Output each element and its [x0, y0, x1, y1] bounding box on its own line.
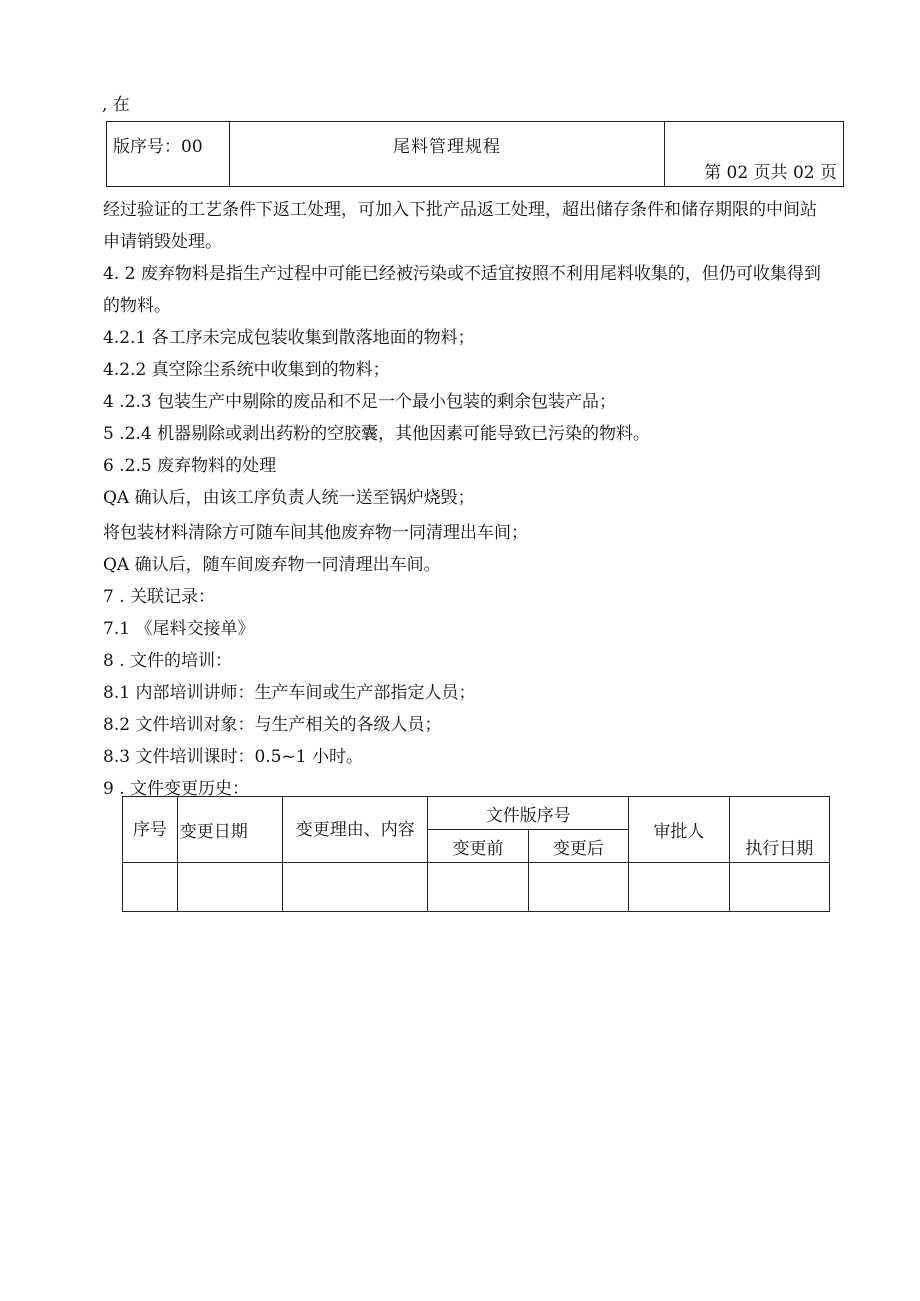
table-cell: [629, 863, 729, 912]
body-line-7-1: 7.1 《尾料交接单》: [103, 619, 255, 639]
body-line-packaging: 将包装材料清除方可随车间其他废弃物一同清理出车间；: [103, 523, 528, 543]
col-header-reason: 变更理由、内容: [283, 797, 428, 863]
col-header-exec-date: 执行日期: [729, 797, 829, 863]
body-line-continuation: 经过验证的工艺条件下返工处理，可加入下批产品返工处理，超出储存条件和储存期限的中间站申请销毁处理。: [103, 200, 817, 252]
document-header-table: [106, 121, 844, 187]
table-cell: [283, 863, 428, 912]
body-line-4-2-3: 4 .2.3 包装生产中剔除的废品和不足一个最小包装的剩余包装产品；: [103, 392, 617, 412]
col-header-approver: 审批人: [629, 797, 729, 863]
body-line-qa-burn: QA 确认后，由该工序负责人统一送至锅炉烧毁；: [103, 488, 475, 508]
body-line-4-2-2: 4.2.2 真空除尘系统中收集到的物料；: [103, 360, 390, 380]
pre-header-text: , 在: [102, 95, 130, 115]
body-line-8-3: 8.3 文件培训课时：0.5~1 小时。: [103, 747, 363, 767]
body-line-8-2: 8.2 文件培训对象：与生产相关的各级人员；: [103, 715, 442, 735]
table-cell: [528, 863, 628, 912]
section-7-heading: 7 . 关联记录：: [103, 587, 216, 607]
body-line-4-2-4: 5 .2.4 机器剔除或剥出药粉的空胶囊，其他因素可能导致已污染的物料。: [103, 424, 651, 444]
document-body: [103, 194, 833, 805]
table-cell: [428, 863, 528, 912]
body-line-4-2-1: 4.2.1 各工序未完成包装收集到散落地面的物料；: [103, 328, 475, 348]
table-row: [123, 863, 830, 912]
col-header-date: 变更日期: [177, 797, 282, 863]
body-line-qa-clear: QA 确认后，随车间废弃物一同清理出车间。: [103, 555, 441, 575]
header-title: 尾料管理规程: [230, 122, 665, 187]
section-8-heading: 8 . 文件的培训：: [103, 651, 233, 671]
table-cell: [123, 863, 178, 912]
col-header-after: 变更后: [528, 830, 628, 863]
table-cell: [177, 863, 282, 912]
header-page-number: 第 02 页共 02 页: [665, 122, 844, 187]
body-line-8-1: 8.1 内部培训讲师：生产车间或生产部指定人员；: [103, 683, 476, 703]
change-history-table: [122, 796, 830, 912]
body-line-4-2-5: 6 .2.5 废弃物料的处理: [103, 456, 277, 476]
body-line-4-2: 4. 2 废弃物料是指生产过程中可能已经被污染或不适宜按照不利用尾料收集的，但仍可收集得到的物料。: [103, 264, 821, 316]
col-header-version: 文件版序号: [428, 797, 629, 830]
col-header-no: 序号: [123, 797, 178, 863]
section-9-heading: 9 . 文件变更历史：: [103, 779, 250, 799]
header-version: 版序号：00: [107, 122, 230, 187]
col-header-before: 变更前: [428, 830, 528, 863]
table-cell: [729, 863, 829, 912]
